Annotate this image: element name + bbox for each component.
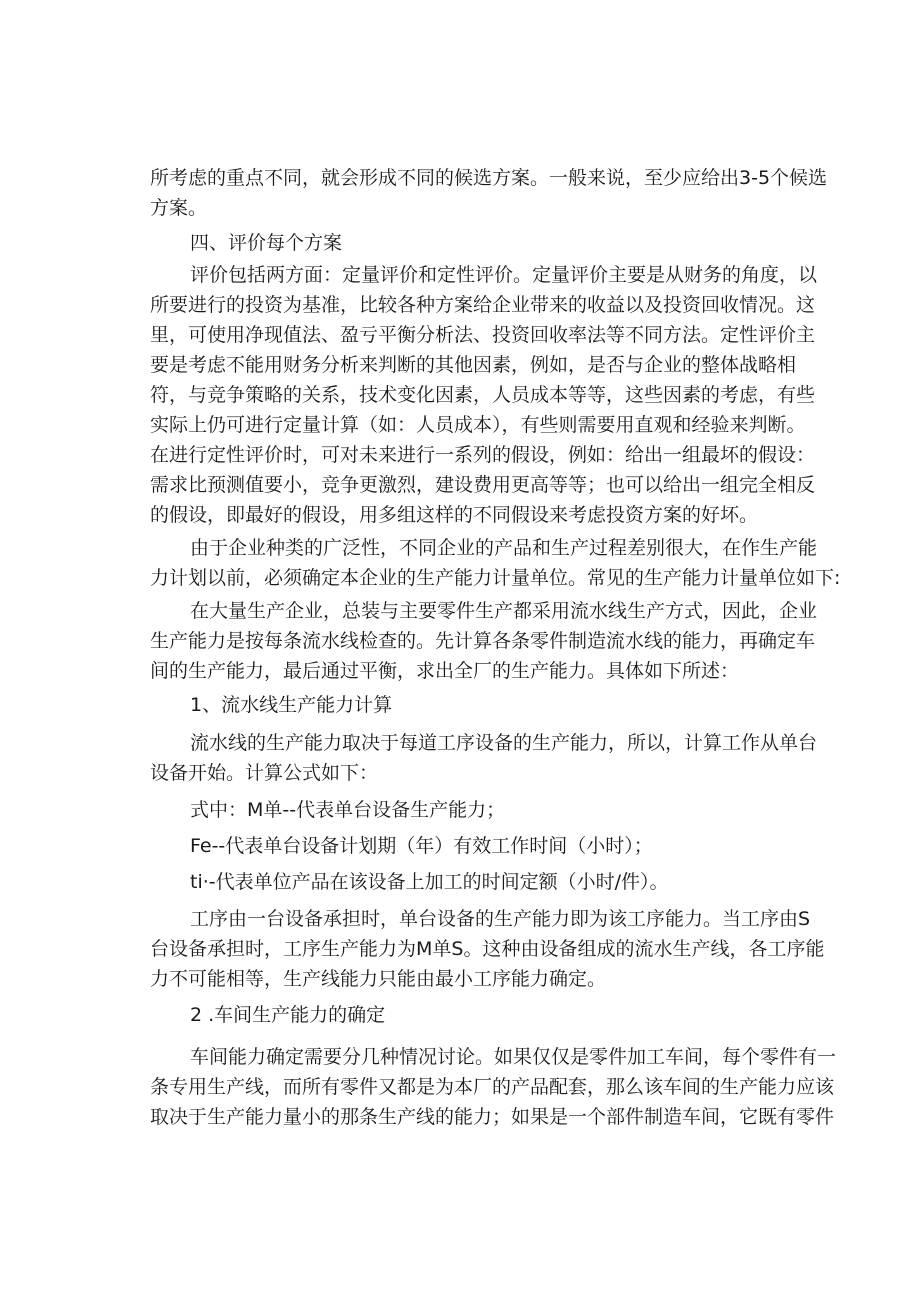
text-line-25: 台设备承担时，工序生产能力为M单S。这种由设备组成的流水生产线，各工序能 [150, 938, 825, 960]
subsection-heading-1: 1、流水线生产能力计算 [190, 694, 393, 716]
formula-legend-ti: ti·-代表单位产品在该设备上加工的时间定额（小时/件）。 [190, 871, 669, 893]
text-line-6: 里，可使用净现值法、盈亏平衡分析法、投资回收率法等不同方法。定性评价主 [150, 324, 816, 346]
text-line-26: 力不可能相等，生产线能力只能由最小工序能力确定。 [150, 968, 607, 990]
text-line-20: 设备开始。计算公式如下： [150, 762, 379, 784]
text-line-9: 实际上仍可进行定量计算（如：人员成本），有些则需要用直观和经验来判断。 [150, 414, 806, 436]
text-line-12: 的假设，即最好的假设，用多组这样的不同假设来考虑投资方案的好坏。 [150, 504, 759, 526]
text-line-17: 间的生产能力，最后通过平衡，求出全厂的生产能力。具体如下所述： [150, 660, 740, 682]
formula-legend-fe: Fe--代表单台设备计划期（年）有效工作时间（小时）； [190, 835, 653, 857]
text-line-8: 符，与竞争策略的关系，技术变化因素，人员成本等等，这些因素的考虑，有些 [150, 384, 816, 406]
text-line-2: 方案。 [150, 197, 208, 219]
text-line-19: 流水线的生产能力取决于每道工序设备的生产能力，所以，计算工作从单台 [190, 732, 818, 754]
text-line-5: 所要进行的投资为基准，比较各种方案给企业带来的收益以及投资回收情况。这 [150, 294, 816, 316]
section-heading-evaluate: 四、评价每个方案 [190, 232, 343, 254]
text-line-28: 车间能力确定需要分几种情况讨论。如果仅仅是零件加工车间，每个零件有一 [190, 1046, 837, 1068]
text-line-11: 需求比预测值要小，竞争更激烈，建设费用更高等等；也可以给出一组完全相反 [150, 474, 816, 496]
text-line-1: 所考虑的重点不同，就会形成不同的候选方案。一般来说，至少应给出3-5个候选 [150, 167, 828, 189]
text-line-29: 条专用生产线，而所有零件又都是为本厂的产品配套，那么该车间的生产能力应该 [150, 1076, 835, 1098]
text-line-10: 在进行定性评价时，可对未来进行一系列的假设，例如：给出一组最坏的假设： [150, 444, 816, 466]
text-line-4: 评价包括两方面：定量评价和定性评价。定量评价主要是从财务的角度，以 [190, 264, 818, 286]
text-line-7: 要是考虑不能用财务分析来判断的其他因素，例如，是否与企业的整体战略相 [150, 354, 797, 376]
text-line-30: 取决于生产能力量小的那条生产线的能力；如果是一个部件制造车间，它既有零件 [150, 1106, 835, 1128]
formula-legend-m: 式中：M单--代表单台设备生产能力； [190, 799, 506, 821]
text-line-13: 由于企业种类的广泛性，不同企业的产品和生产过程差别很大，在作生产能 [190, 537, 818, 559]
text-line-14: 力计划以前，必须确定本企业的生产能力计量单位。常见的生产能力计量单位如下: [150, 567, 841, 589]
subsection-heading-2: 2 .车间生产能力的确定 [190, 1004, 386, 1026]
text-line-16: 生产能力是按每条流水线检查的。先计算各条零件制造流水线的能力，再确定车 [150, 630, 816, 652]
text-line-24: 工序由一台设备承担时，单台设备的生产能力即为该工序能力。当工序由S [190, 908, 811, 930]
text-line-15: 在大量生产企业，总装与主要零件生产都采用流水线生产方式，因此，企业 [190, 600, 818, 622]
